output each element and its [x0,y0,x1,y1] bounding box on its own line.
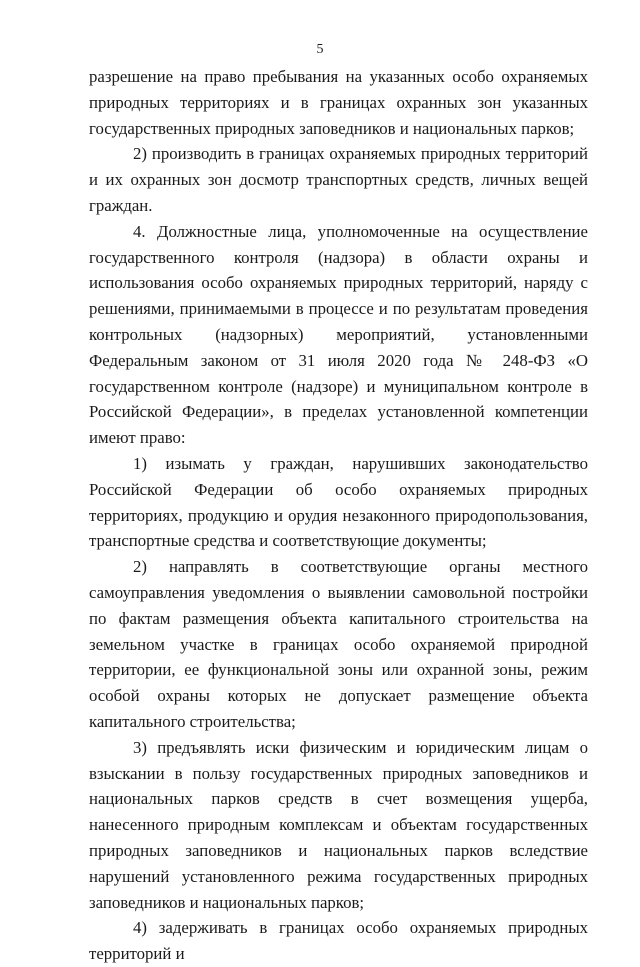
paragraph-continuation: разрешение на право пребывания на указанных особо охраняемых природных территориях и в границах охранных зон указанных государственных природных заповедников и национальных парков; [89,67,588,138]
paragraph-item-2-notify: 2) направлять в соответствующие органы местного самоуправления уведомления о выявлении самовольной постройки по фактам размещения объекта капитального строительства на земельном участке в границах особо охраняемой природной территории, ее функциональной зоны или охранной зоны, режим особой охраны которых не допускает размещение объекта капитального строительства; [89,557,588,731]
paragraph-section-4: 4. Должностные лица, уполномоченные на осуществление государственного контроля (надзора) в области охраны и использования особо охраняемых природных территорий, наряду с решениями, принимаемыми в процессе и по результатам проведения контрольных (надзорных) мероприятий, установленными Федеральным законом от 31 июля 2020 года № 248-ФЗ «О государственном контроле (надзоре) и муниципальном контроле в Российской Федерации», в пределах установленной компетенции имеют право: [89,221,588,448]
paragraph-item-1-seize: 1) изымать у граждан, нарушивших законодательство Российской Федерации об особо охраняемых природных территориях, продукцию и орудия незаконного природопользования, транспортные средства и соответствующие документы; [89,453,588,551]
paragraph-item-2-inspection: 2) производить в границах охраняемых природных территорий и их охранных зон досмотр транспортных средств, личных вещей граждан. [89,144,588,215]
paragraph-item-4-detain: 4) задерживать в границах особо охраняемых природных территорий и [89,918,588,964]
paragraph-item-3-claims: 3) предъявлять иски физическим и юридическим лицам о взыскании в пользу государственных природных заповедников и национальных парков средств в счет возмещения ущерба, нанесенного природным комплексам и объектам государственных природных заповедников и национальных парков вследствие нарушений установленного режима государственных природных заповедников и национальных парков; [89,737,588,912]
page-number: 5 [316,42,324,57]
document-body [89,64,588,967]
